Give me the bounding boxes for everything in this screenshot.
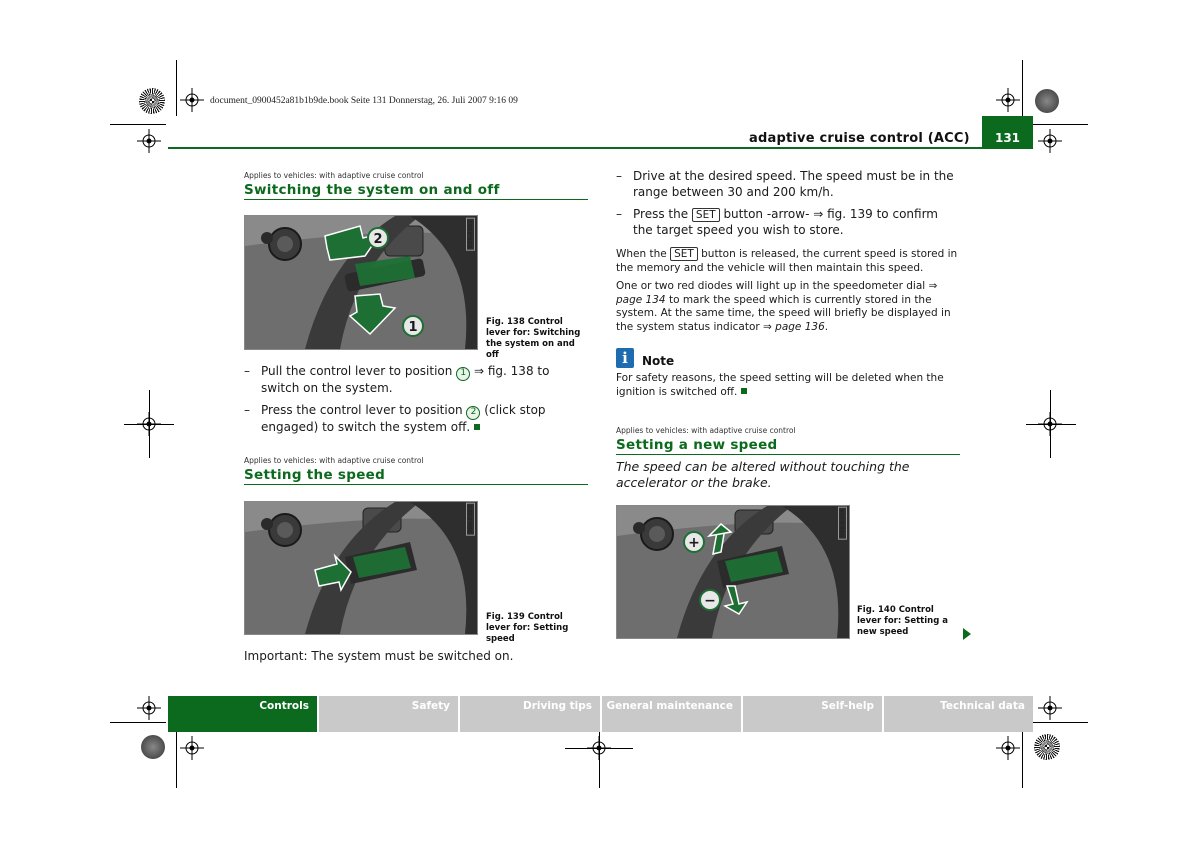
color-target-icon [1035, 89, 1059, 113]
body-paragraph: Important: The system must be switched on. [244, 649, 514, 663]
list-item: – Press the SET button -arrow- ⇒ fig. 139 to confirm the target speed you wish to store. [616, 207, 938, 237]
svg-text:−: − [704, 593, 716, 609]
end-of-section-mark [741, 388, 747, 394]
svg-text:+: + [688, 535, 700, 551]
nav-tab-driving-tips[interactable]: Driving tips [460, 696, 600, 732]
svg-text:2: 2 [373, 232, 383, 247]
body-paragraph: When the SET button is released, the current speed is stored in the memory and the vehicle will then maintain this speed. [616, 248, 958, 274]
svg-text:1: 1 [408, 320, 418, 335]
end-of-section-mark [474, 424, 480, 430]
position-2-marker: 2 [466, 406, 480, 420]
section-rule [616, 454, 960, 455]
figure-caption: Fig. 139 Control lever for: Setting speed [486, 612, 569, 644]
set-key-label: SET [670, 247, 698, 261]
applies-to-note: Applies to vehicles: with adaptive cruise control [244, 171, 424, 180]
page-reference[interactable]: page 136 [775, 320, 825, 333]
next-page-arrow-icon[interactable] [963, 628, 971, 640]
figure-caption: Fig. 140 Control lever for: Setting a new speed [857, 605, 948, 637]
color-target-icon [139, 88, 165, 114]
page-header-title: adaptive cruise control (ACC) [749, 131, 970, 146]
applies-to-note: Applies to vehicles: with adaptive cruise control [616, 426, 796, 435]
nav-tab-technical-data[interactable]: Technical data [884, 696, 1033, 732]
nav-tab-self-help[interactable]: Self-help [743, 696, 882, 732]
registration-mark-icon [137, 696, 161, 720]
figure-code: B8K-0301 [467, 220, 474, 249]
registration-mark-icon [1038, 129, 1062, 153]
section-intro: The speed can be altered without touching the accelerator or the brake. [616, 459, 910, 490]
instruction-list [244, 364, 588, 436]
figure-code: B8K-0304 [839, 509, 846, 538]
figure-139-illustration [244, 501, 478, 635]
set-key-label: SET [692, 208, 720, 222]
section-rule [244, 199, 588, 200]
registration-mark-icon [1038, 696, 1062, 720]
nav-tab-safety[interactable]: Safety [319, 696, 458, 732]
position-1-marker: 1 [456, 367, 470, 381]
figure-caption: Fig. 138 Control lever for: Switching the system on and off [486, 317, 581, 360]
page-number: 131 [982, 116, 1033, 149]
registration-mark-icon [180, 736, 204, 760]
info-icon: i [616, 348, 634, 368]
list-item: – Drive at the desired speed. The speed must be in the range between 30 and 200 km/h. [616, 169, 954, 199]
note-label: Note [642, 354, 675, 368]
list-item: – Press the control lever to position 2 (click stop engaged) to switch the system off. [244, 403, 546, 434]
header-rule [168, 147, 982, 149]
document-info-line: document_0900452a81b1b9de.book Seite 131 Donnerstag, 26. Juli 2007 9:16 09 [210, 96, 518, 106]
registration-mark-icon [996, 88, 1020, 112]
nav-tab-general-maintenance[interactable]: General maintenance [602, 696, 741, 732]
color-target-icon [1034, 734, 1060, 760]
section-title: Switching the system on and off [244, 182, 500, 198]
applies-to-note: Applies to vehicles: with adaptive cruise control [244, 456, 424, 465]
note-text: For safety reasons, the speed setting will be deleted when the ignition is switched off. [616, 372, 944, 398]
registration-mark-icon [996, 736, 1020, 760]
figure-140-illustration [616, 505, 850, 639]
list-item: – Pull the control lever to position 1 ⇒ fig. 138 to switch on the system. [244, 364, 550, 395]
body-paragraph: One or two red diodes will light up in the speedometer dial ⇒ page 134 to mark the speed which is currently stored in the system. At the same time, the speed will briefly be displayed in the system status indicator ⇒ page 136. [616, 280, 951, 333]
instruction-list [616, 169, 960, 238]
page-reference[interactable]: page 134 [616, 293, 666, 306]
figure-138-illustration [244, 215, 478, 350]
section-title: Setting a new speed [616, 437, 778, 453]
figure-code: B8K-0303 [467, 505, 474, 534]
section-title: Setting the speed [244, 467, 386, 483]
registration-mark-icon [180, 88, 204, 112]
section-rule [244, 484, 588, 485]
color-target-icon [141, 735, 165, 759]
registration-mark-icon [137, 129, 161, 153]
nav-tab-controls[interactable]: Controls [168, 696, 317, 732]
note-block [616, 348, 960, 399]
